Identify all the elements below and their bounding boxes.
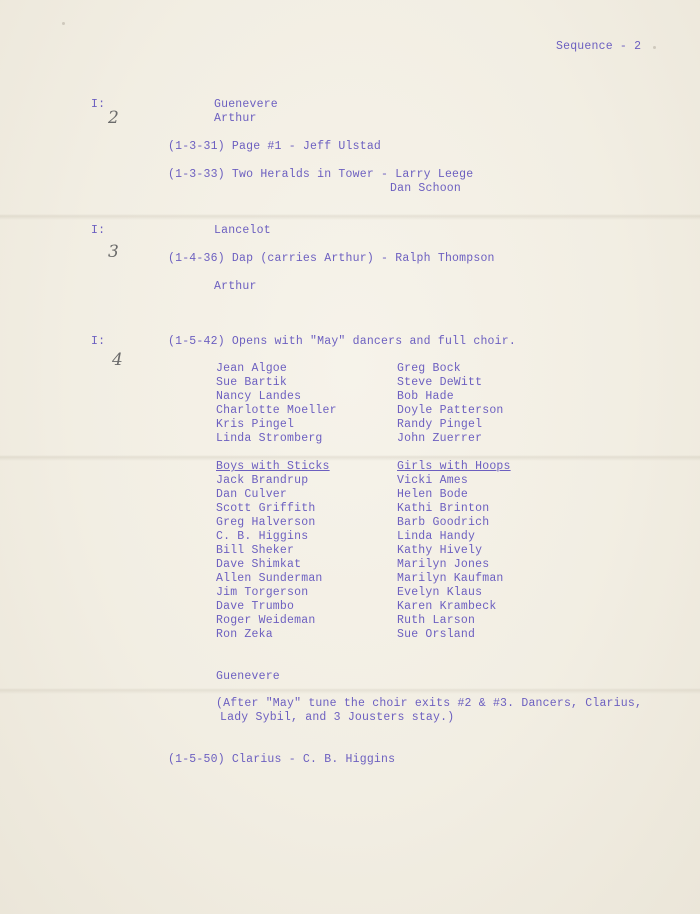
entrance-name: Lancelot xyxy=(214,224,271,237)
section-label: I: xyxy=(91,224,106,237)
handwritten-number: 3 xyxy=(108,242,119,262)
girl-name: Barb Goodrich xyxy=(397,516,490,529)
dancer-name: Randy Pingel xyxy=(397,418,483,431)
dancer-name: John Zuerrer xyxy=(397,432,483,445)
dancer-name: Jean Algoe xyxy=(216,362,288,375)
girls-heading: Girls with Hoops xyxy=(397,460,511,473)
girl-name: Marilyn Jones xyxy=(397,558,490,571)
girl-name: Marilyn Kaufman xyxy=(397,572,504,585)
section-label: I: xyxy=(91,335,106,348)
girl-name: Kathi Brinton xyxy=(397,502,490,515)
girl-name: Evelyn Klaus xyxy=(397,586,483,599)
girl-name: Helen Bode xyxy=(397,488,469,501)
cue-line: (1-5-50) Clarius - C. B. Higgins xyxy=(168,753,396,766)
boy-name: Dave Shimkat xyxy=(216,558,302,571)
section-label: I: xyxy=(91,98,106,111)
cue-line: (1-3-31) Page #1 - Jeff Ulstad xyxy=(168,140,382,153)
boy-name: Allen Sunderman xyxy=(216,572,323,585)
dancer-name: Steve DeWitt xyxy=(397,376,483,389)
boy-name: Ron Zeka xyxy=(216,628,273,641)
dancer-name: Charlotte Moeller xyxy=(216,404,337,417)
dancer-name: Sue Bartik xyxy=(216,376,288,389)
boy-name: Bill Sheker xyxy=(216,544,295,557)
cue-line-continued: Dan Schoon xyxy=(390,182,462,195)
entrance-name: Arthur xyxy=(214,280,257,293)
boy-name: Dan Culver xyxy=(216,488,288,501)
sequence-header: Sequence - 2 xyxy=(556,40,642,53)
girl-name: Sue Orsland xyxy=(397,628,476,641)
handwritten-number: 4 xyxy=(112,350,123,370)
paper-speck xyxy=(653,46,656,49)
girl-name: Ruth Larson xyxy=(397,614,476,627)
dancer-name: Bob Hade xyxy=(397,390,454,403)
dancer-name: Kris Pingel xyxy=(216,418,295,431)
boy-name: C. B. Higgins xyxy=(216,530,309,543)
stage-note: Lady Sybil, and 3 Jousters stay.) xyxy=(220,711,455,724)
cue-line: (1-4-36) Dap (carries Arthur) - Ralph Thompson xyxy=(168,252,495,265)
girl-name: Vicki Ames xyxy=(397,474,469,487)
entrance-name: Guenevere xyxy=(214,98,278,111)
stage-note: (After "May" tune the choir exits #2 & #3. Dancers, Clarius, xyxy=(216,697,643,710)
girl-name: Kathy Hively xyxy=(397,544,483,557)
girl-name: Linda Handy xyxy=(397,530,476,543)
dancer-name: Greg Bock xyxy=(397,362,461,375)
boy-name: Roger Weideman xyxy=(216,614,316,627)
handwritten-number: 2 xyxy=(108,108,119,128)
boys-heading: Boys with Sticks xyxy=(216,460,330,473)
entrance-name: Guenevere xyxy=(216,670,280,683)
cue-line: (1-3-33) Two Heralds in Tower - Larry Leege xyxy=(168,168,474,181)
boy-name: Greg Halverson xyxy=(216,516,316,529)
cue-line: (1-5-42) Opens with "May" dancers and full choir. xyxy=(168,335,516,348)
paper-speck xyxy=(62,22,65,25)
dancer-name: Linda Stromberg xyxy=(216,432,323,445)
dancer-name: Doyle Patterson xyxy=(397,404,504,417)
girl-name: Karen Krambeck xyxy=(397,600,497,613)
boy-name: Jim Torgerson xyxy=(216,586,309,599)
boy-name: Jack Brandrup xyxy=(216,474,309,487)
entrance-name: Arthur xyxy=(214,112,257,125)
boy-name: Dave Trumbo xyxy=(216,600,295,613)
boy-name: Scott Griffith xyxy=(216,502,316,515)
dancer-name: Nancy Landes xyxy=(216,390,302,403)
